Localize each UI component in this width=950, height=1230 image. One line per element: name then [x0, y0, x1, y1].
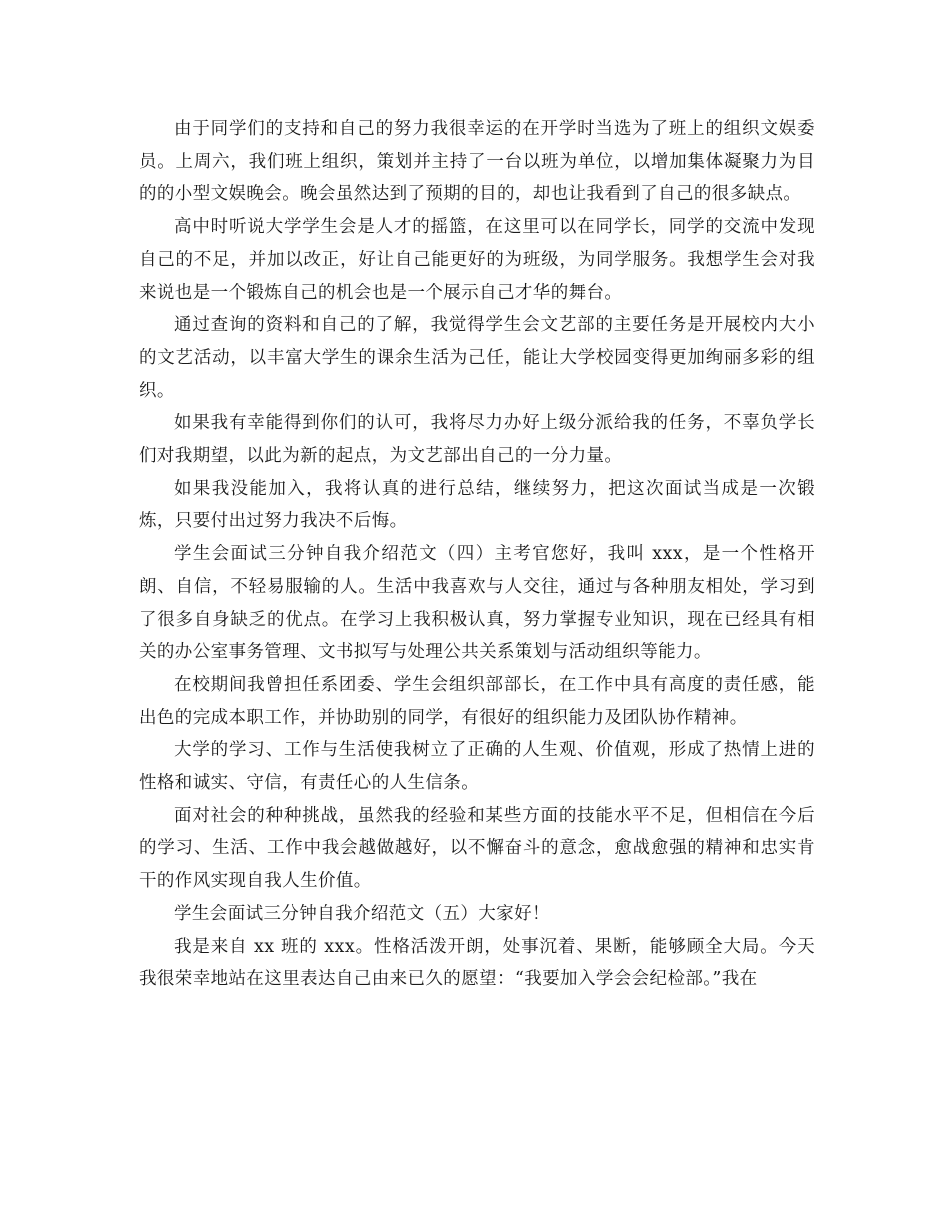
paragraph-10: 学生会面试三分钟自我介绍范文（五）大家好！ — [174, 903, 550, 924]
paragraph-2: 高中时听说大学学生会是人才的摇篮，在这里可以在同学长，同学的交流中发现自己的不足，并加以改正，好让自己能更好的为班级，为同学服务。我想学生会对我来说也是一个锻炼自己的机会也是一个展示自己才华的舞台。 — [139, 217, 815, 303]
paragraph-3: 通过查询的资料和自己的了解，我觉得学生会文艺部的主要任务是开展校内大小的文艺活动，以丰富大学生的课余生活为己任，能让大学校园变得更加绚丽多彩的组织。 — [139, 315, 815, 401]
paragraph-5: 如果我没能加入，我将认真的进行总结，继续努力，把这次面试当成是一次锻炼，只要付出过努力我决不后悔。 — [139, 478, 815, 532]
paragraph-9: 面对社会的种种挑战，虽然我的经验和某些方面的技能水平不足，但相信在今后的学习、生活、工作中我会越做越好，以不懈奋斗的意念，愈战愈强的精神和忠实肯干的作风实现自我人生价值。 — [139, 805, 815, 892]
paragraph-1: 由于同学们的支持和自己的努力我很幸运的在开学时当选为了班上的组织文娱委员。上周六，我们班上组织，策划并主持了一台以班为单位，以增加集体凝聚力为目的的小型文娱晚会。晚会虽然达到了预期的目的，却也让我看到了自己的很多缺点。 — [139, 119, 815, 205]
document-body — [139, 113, 815, 996]
paragraph-6: 学生会面试三分钟自我介绍范文（四）主考官您好，我叫 xxx，是一个性格开朗、自信，不轻易服输的人。生活中我喜欢与人交往，通过与各种朋友相处，学习到了很多自身缺乏的优点。在学习上我积极认真，努力掌握专业知识，现在已经具有相关的办公室事务管理、文书拟写与处理公共关系策划与活动组织等能力。 — [139, 544, 815, 663]
paragraph-11: 我是来自 xx 班的 xxx。性格活泼开朗，处事沉着、果断，能够顾全大局。今天我很荣幸地站在这里表达自己由来已久的愿望：“我要加入学会会纪检部。”我在 — [139, 936, 815, 990]
paragraph-8: 大学的学习、工作与生活使我树立了正确的人生观、价值观，形成了热情上进的性格和诚实、守信，有责任心的人生信条。 — [139, 740, 815, 794]
paragraph-7: 在校期间我曾担任系团委、学生会组织部部长，在工作中具有高度的责任感，能出色的完成本职工作，并协助别的同学，有很好的组织能力及团队协作精神。 — [139, 674, 815, 728]
paragraph-4: 如果我有幸能得到你们的认可，我将尽力办好上级分派给我的任务，不辜负学长们对我期望，以此为新的起点，为文艺部出自己的一分力量。 — [139, 413, 815, 467]
